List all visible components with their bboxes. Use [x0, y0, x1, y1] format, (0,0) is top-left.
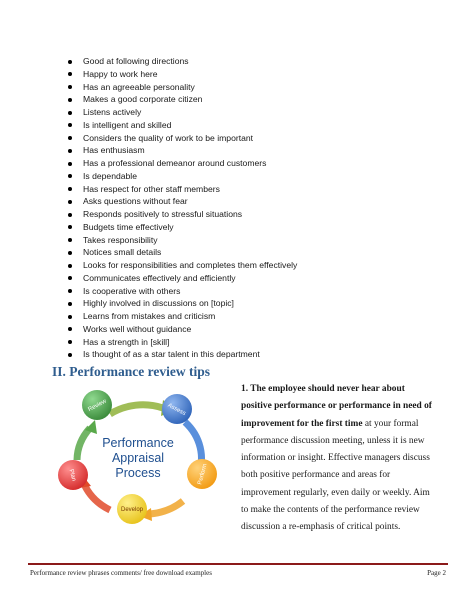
list-item: Learns from mistakes and criticism	[52, 310, 297, 323]
list-item: Takes responsibility	[52, 234, 297, 247]
page-number: Page 2	[427, 569, 446, 577]
tip-paragraph	[241, 381, 436, 537]
center-title	[102, 436, 174, 480]
list-item: Considers the quality of work to be important	[52, 132, 297, 145]
section-heading: II. Performance review tips	[52, 364, 210, 379]
list-item: Responds positively to stressful situations	[52, 208, 297, 221]
list-item: Has an agreeable personality	[52, 81, 297, 94]
list-item: Asks questions without fear	[52, 195, 297, 208]
list-item: Listens actively	[52, 106, 297, 119]
node-develop-label: Develop	[120, 507, 144, 513]
list-item: Happy to work here	[52, 68, 297, 81]
footer-divider	[28, 563, 448, 565]
center-line-1: Performance	[102, 436, 174, 450]
tip-body: at your formal performance discussion meeting, unless it is new information or insight. Effective managers discuss both positive performance and areas for improvement regularly, even daily or weekly. Aim to make the contents of the performance review discussion a re-emphasis of critical points.	[241, 418, 430, 533]
node-perform	[187, 459, 217, 489]
list-item: Has a strength in [skill]	[52, 336, 297, 349]
list-item: Good at following directions	[52, 55, 297, 68]
list-item: Is cooperative with others	[52, 285, 297, 298]
list-item: Has a professional demeanor around customers	[52, 157, 297, 170]
node-develop	[117, 494, 147, 524]
list-item: Has respect for other staff members	[52, 183, 297, 196]
node-assess	[162, 394, 192, 424]
list-item: Highly involved in discussions on [topic]	[52, 297, 297, 310]
list-item: Makes a good corporate citizen	[52, 93, 297, 106]
node-review	[82, 390, 112, 420]
list-item: Has enthusiasm	[52, 144, 297, 157]
strengths-bullet-list	[52, 55, 297, 361]
tip-bold-lead: 1. The employee should never hear about positive performance or performance in need of improvement for the first time	[241, 384, 432, 429]
list-item: Is intelligent and skilled	[52, 119, 297, 132]
list-item: Communicates effectively and efficiently	[52, 272, 297, 285]
performance-appraisal-cycle-diagram	[55, 388, 220, 528]
list-item: Works well without guidance	[52, 323, 297, 336]
node-plan-label: Plan	[67, 468, 77, 482]
list-item: Is thought of as a star talent in this department	[52, 348, 297, 361]
node-plan	[58, 460, 88, 490]
node-review-label: Review	[87, 398, 108, 414]
list-item: Is dependable	[52, 170, 297, 183]
list-item: Looks for responsibilities and completes them effectively	[52, 259, 297, 272]
list-item: Notices small details	[52, 246, 297, 259]
center-line-2: Appraisal	[111, 451, 165, 465]
center-line-3: Process	[115, 466, 161, 480]
node-assess-label: Assess	[166, 402, 187, 418]
footer-title: Performance review phrases comments/ free download examples	[30, 569, 212, 577]
node-perform-label: Perform	[197, 463, 209, 486]
tip-text	[241, 381, 436, 537]
list-item: Budgets time effectively	[52, 221, 297, 234]
